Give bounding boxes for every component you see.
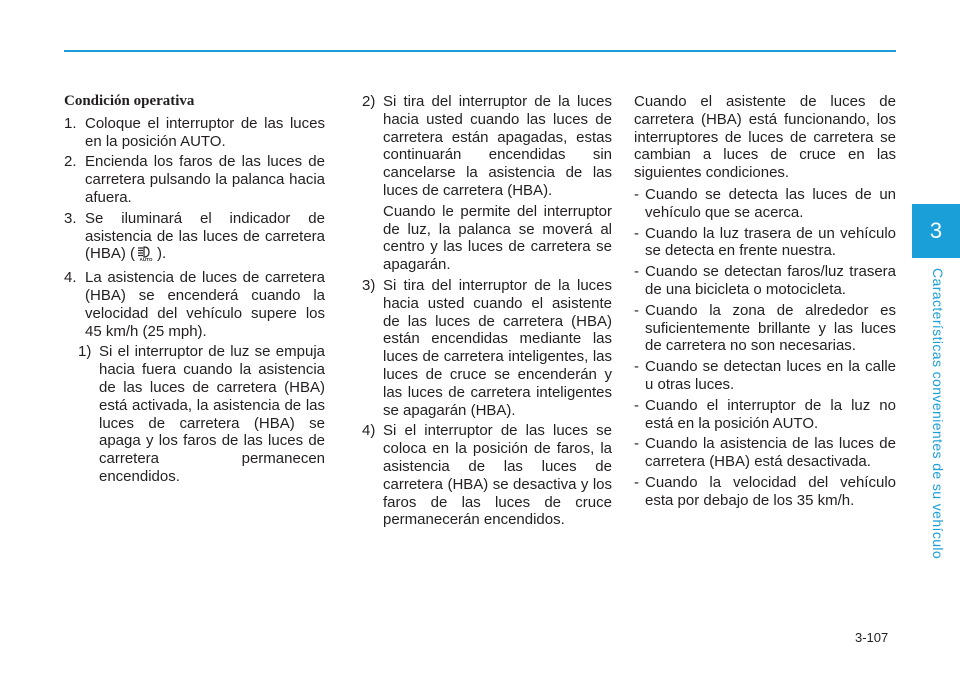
condition-text: Cuando la zona de alrededor es suficientemente brillante y las luces de carretera no son necesarias. — [645, 301, 896, 355]
step-number: 4. — [64, 269, 77, 287]
condition-text: Cuando se detectan faros/luz trasera de una bicicleta o motocicleta. — [645, 263, 896, 298]
substep-number: 4) — [362, 422, 376, 440]
step-3 — [64, 210, 325, 266]
step-1 — [64, 115, 325, 151]
section-heading: Condición operativa — [64, 93, 195, 109]
step-text: La asistencia de luces de carretera (HBA) se encenderá cuando la velocidad del vehículo supere los 45 km/h (25 mph). — [85, 269, 325, 340]
bullet-marker: - — [634, 473, 639, 491]
step-4 — [64, 269, 325, 340]
step-2 — [64, 153, 325, 206]
substep-text: Si el interruptor de las luces se coloca en la posición de faros, la asistencia de las luces de carretera (HBA) se desactiva y los faros de las luces de cruce permanecerán encendidos. — [383, 422, 612, 529]
substep-number: 3) — [362, 276, 376, 294]
bullet-marker: - — [634, 396, 639, 414]
condition-item — [634, 397, 896, 433]
condition-text: Cuando la luz trasera de un vehículo se detecta en frente nuestra. — [645, 224, 896, 260]
substep-3 — [362, 277, 612, 419]
condition-text: Cuando la asistencia de las luces de carretera (HBA) está desactivada. — [645, 435, 896, 471]
condition-text: Cuando se detectan luces en la calle u otras luces. — [645, 358, 896, 393]
page-number: 3-107 — [855, 630, 889, 645]
top-rule — [64, 50, 896, 52]
step-text: Encienda los faros de las luces de carretera pulsando la palanca hacia afuera. — [85, 153, 325, 206]
substep-2 — [362, 93, 612, 200]
column-3 — [634, 93, 896, 513]
step-text — [85, 210, 325, 266]
substep-2-continuation: Cuando le permite del interruptor de luz, la palanca se moverá al centro y las luces de carretera se apagarán. — [383, 202, 612, 274]
step-text-after-icon: ). — [157, 245, 167, 263]
condition-item — [634, 186, 896, 222]
condition-item — [634, 263, 896, 299]
step-number: 2. — [64, 153, 77, 171]
chapter-title: Características convenientes de su vehículo — [930, 268, 946, 560]
hba-auto-headlamp-icon — [137, 245, 155, 266]
bullet-marker: - — [634, 435, 639, 453]
bullet-marker: - — [634, 263, 639, 281]
condition-item — [634, 474, 896, 510]
step-text: Coloque el interruptor de las luces en la posición AUTO. — [85, 114, 325, 150]
condition-item — [634, 225, 896, 261]
substep-text: Si tira del interruptor de la luces hacia usted cuando las luces de carretera están apagadas, estas continuarán encendidas sin cancelarse la asistencia de las luces de carretera (HBA). — [383, 93, 612, 199]
condition-text: Cuando el interruptor de la luz no está en la posición AUTO. — [645, 396, 896, 432]
substep-text: Si el interruptor de luz se empuja hacia fuera cuando la asistencia de las luces de carretera (HBA) está activada, la asistencia de las luces de carretera (HBA) se apaga y los faros de las luces de carretera permanecen encendidos. — [99, 343, 325, 485]
substep-1 — [78, 343, 325, 485]
column-2 — [362, 93, 612, 532]
step-number: 1. — [64, 114, 77, 132]
step-number: 3. — [64, 209, 77, 227]
conditions-intro: Cuando el asistente de luces de carretera (HBA) está funcionando, los interruptores de luces de carretera se cambian a luces de cruce en las siguientes condiciones. — [634, 93, 896, 182]
chapter-number: 3 — [929, 218, 943, 243]
chapter-tab — [912, 204, 960, 258]
substep-text: Si tira del interruptor de la luces hacia usted cuando el asistente de las luces de carretera (HBA) están encendidas mediante las luces de carretera inteligentes, las luces de cruce se encenderán y las luces de carretera inteligentes se apagarán (HBA). — [383, 276, 612, 419]
substep-4 — [362, 422, 612, 529]
bullet-marker: - — [634, 224, 639, 242]
condition-text: Cuando la velocidad del vehículo esta por debajo de los 35 km/h. — [645, 473, 896, 509]
bullet-marker: - — [634, 185, 639, 203]
step-text-before-icon: Se iluminará el indicador de asistencia de las luces de carretera (HBA) ( — [85, 209, 325, 263]
condition-item — [634, 302, 896, 355]
condition-text: Cuando se detecta las luces de un vehículo que se acerca. — [645, 185, 896, 221]
substep-number: 1) — [78, 343, 92, 361]
condition-item — [634, 358, 896, 394]
substep-number: 2) — [362, 93, 376, 110]
condition-item — [634, 435, 896, 471]
bullet-marker: - — [634, 301, 639, 319]
bullet-marker: - — [634, 358, 639, 376]
svg-text:AUTO: AUTO — [139, 257, 153, 262]
column-1 — [64, 93, 325, 489]
